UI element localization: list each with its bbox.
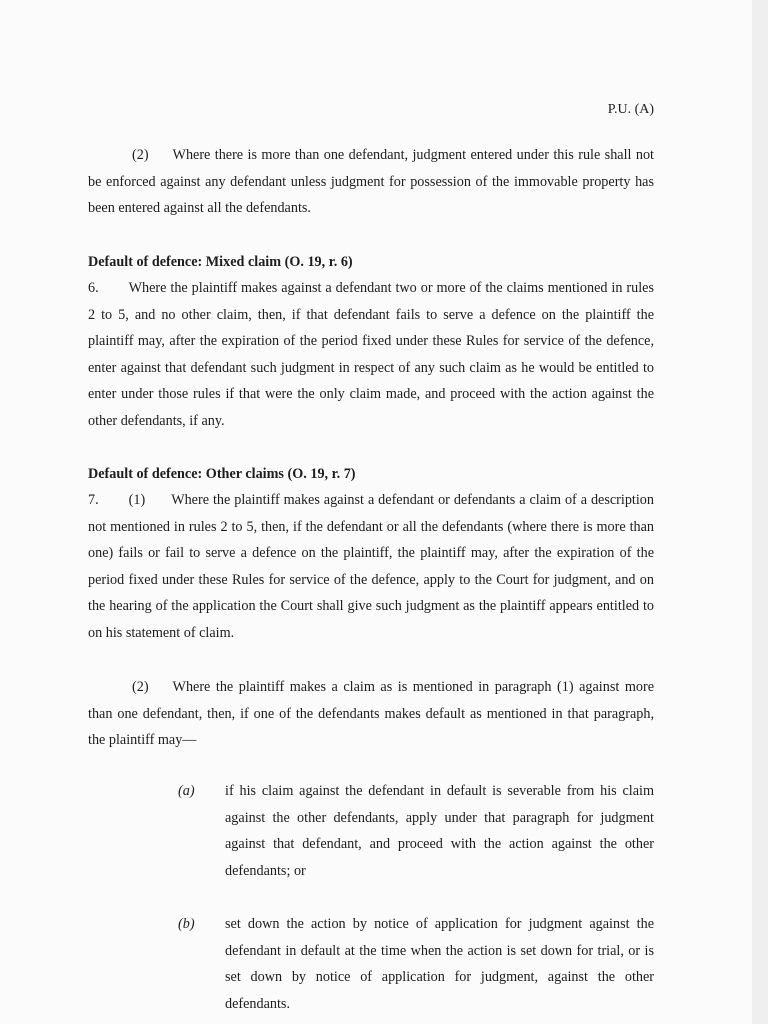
header-reference: P.U. (A): [607, 102, 654, 117]
paragraph-number: (2): [132, 147, 149, 163]
paragraph-rule-6: [88, 275, 654, 434]
list-item-b: [178, 911, 654, 1017]
item-text: if his claim against the defendant in default is severable from his claim against the other defendants, apply under that paragraph for judgment against that defendant, and proceed with the action against the other defendants; or: [225, 783, 654, 879]
rule-number: 6.: [88, 280, 99, 296]
rule-number: 7.: [88, 492, 99, 508]
paragraph-rule-7-1: [88, 487, 654, 646]
list-item-a: [178, 778, 654, 884]
item-label: (a): [178, 783, 195, 799]
item-label: (b): [178, 916, 195, 932]
rule-text: Where the plaintiff makes against a defendant two or more of the claims mentioned in rules 2 to 5, and no other claim, then, if that defendant fails to serve a defence on the plaintiff the plaintiff may, after the expiration of the period fixed under these Rules for service of the defence, enter against that defendant such judgment in respect of any such claim as he would be entitled to enter under those rules if that were the only claim made, and proceed with the action against the other defendants, if any.: [88, 280, 654, 429]
subrule-number: (1): [128, 492, 146, 508]
item-text: set down the action by notice of application for judgment against the defendant in default at the time when the action is set down for trial, or is set down by notice of application for judgment, against the other defendants.: [225, 916, 654, 1012]
page-edge: [752, 0, 768, 1024]
paragraph-text: Where there is more than one defendant, judgment entered under this rule shall not be enforced against any defendant unless judgment for possession of the immovable property has been entered against all the defendants.: [88, 147, 654, 216]
heading-rule-6: Default of defence: Mixed claim (O. 19, r. 6): [88, 254, 353, 270]
rule-text: Where the plaintiff makes against a defendant or defendants a claim of a description not mentioned in rules 2 to 5, then, if the defendant or all the defendants (where there is more than one) fails or fail to serve a defence on the plaintiff, the plaintiff may, after the expiration of the period fixed under these Rules for service of the defence, apply to the Court for judgment, and on the hearing of the application the Court shall give such judgment as the plaintiff appears entitled to on his statement of claim.: [88, 492, 654, 641]
subrule-number: (2): [132, 679, 149, 695]
heading-rule-7: Default of defence: Other claims (O. 19, r. 7): [88, 466, 356, 482]
rule-text: Where the plaintiff makes a claim as is mentioned in paragraph (1) against more than one defendant, then, if one of the defendants makes default as mentioned in that paragraph, the plaintiff may—: [88, 679, 654, 748]
paragraph-rule-7-2: [88, 674, 654, 754]
paragraph-r5-2: [88, 142, 654, 222]
